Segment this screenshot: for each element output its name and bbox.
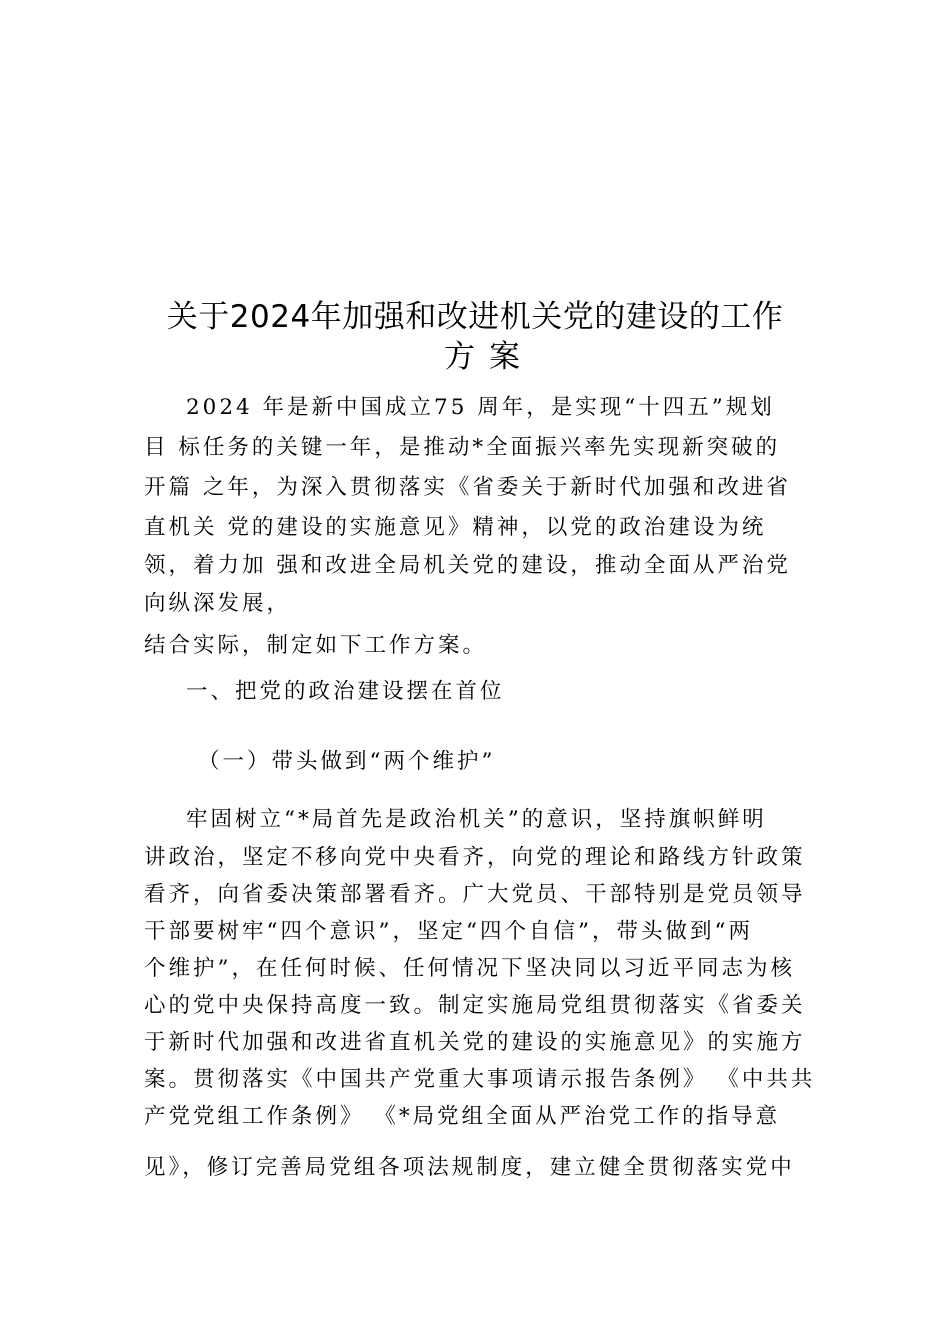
intro-conclusion: 结合实际，制定如下工作方案。 xyxy=(144,633,488,658)
body-line: 讲政治，坚定不移向党中央看齐，向党的理论和路线方针政策 xyxy=(144,845,806,870)
body-line: 干部要树牢“四个意识”，坚定“四个自信”，带头做到“两 xyxy=(144,919,753,944)
intro-line: 目 标任务的关键一年，是推动*全面振兴率先实现新突破的 xyxy=(144,435,781,460)
body-line: 看齐，向省委决策部署看齐。广大党员、干部特别是党员领导 xyxy=(144,882,806,907)
intro-line: 直机关 党的建设的实施意见》精神，以党的政治建设为统 xyxy=(144,515,767,540)
body-line: 产党党组工作条例》 《*局党组全面从严治党工作的指导意 xyxy=(144,1104,781,1129)
intro-line: 向纵深发展， xyxy=(144,591,292,616)
body-line: 案。贯彻落实《中国共产党重大事项请示报告条例》 《中共共 xyxy=(144,1067,816,1092)
section-heading: 一、把党的政治建设摆在首位 xyxy=(186,679,505,704)
body-line: 个维护”，在任何时候、任何情况下坚决同以习近平同志为核 xyxy=(144,956,795,981)
document-title-line-2: 方案 xyxy=(444,339,534,375)
body-line: 于新时代加强和改进省直机关党的建设的实施意见》的实施方 xyxy=(144,1030,806,1055)
body-line: 见》，修订完善局党组各项法规制度，建立健全贯彻落实党中 xyxy=(144,1155,795,1180)
intro-line: 领，着力加 强和改进全局机关党的建设，推动全面从严治党 xyxy=(144,553,791,578)
intro-line: 开篇 之年，为深入贯彻落实《省委关于新时代加强和改进省 xyxy=(144,475,791,500)
document-title-line-1: 关于2024年加强和改进机关党的建设的工作 xyxy=(166,299,784,335)
subsection-heading: （一）带头做到“两个维护” xyxy=(198,749,496,774)
intro-line: 2024 年是新中国成立75 周年，是实现“十四五”规划 xyxy=(186,395,775,420)
body-line: 心的党中央保持高度一致。制定实施局党组贯彻落实《省委关 xyxy=(144,993,806,1018)
body-line: 牢固树立“*局首先是政治机关”的意识，坚持旗帜鲜明 xyxy=(186,807,767,832)
